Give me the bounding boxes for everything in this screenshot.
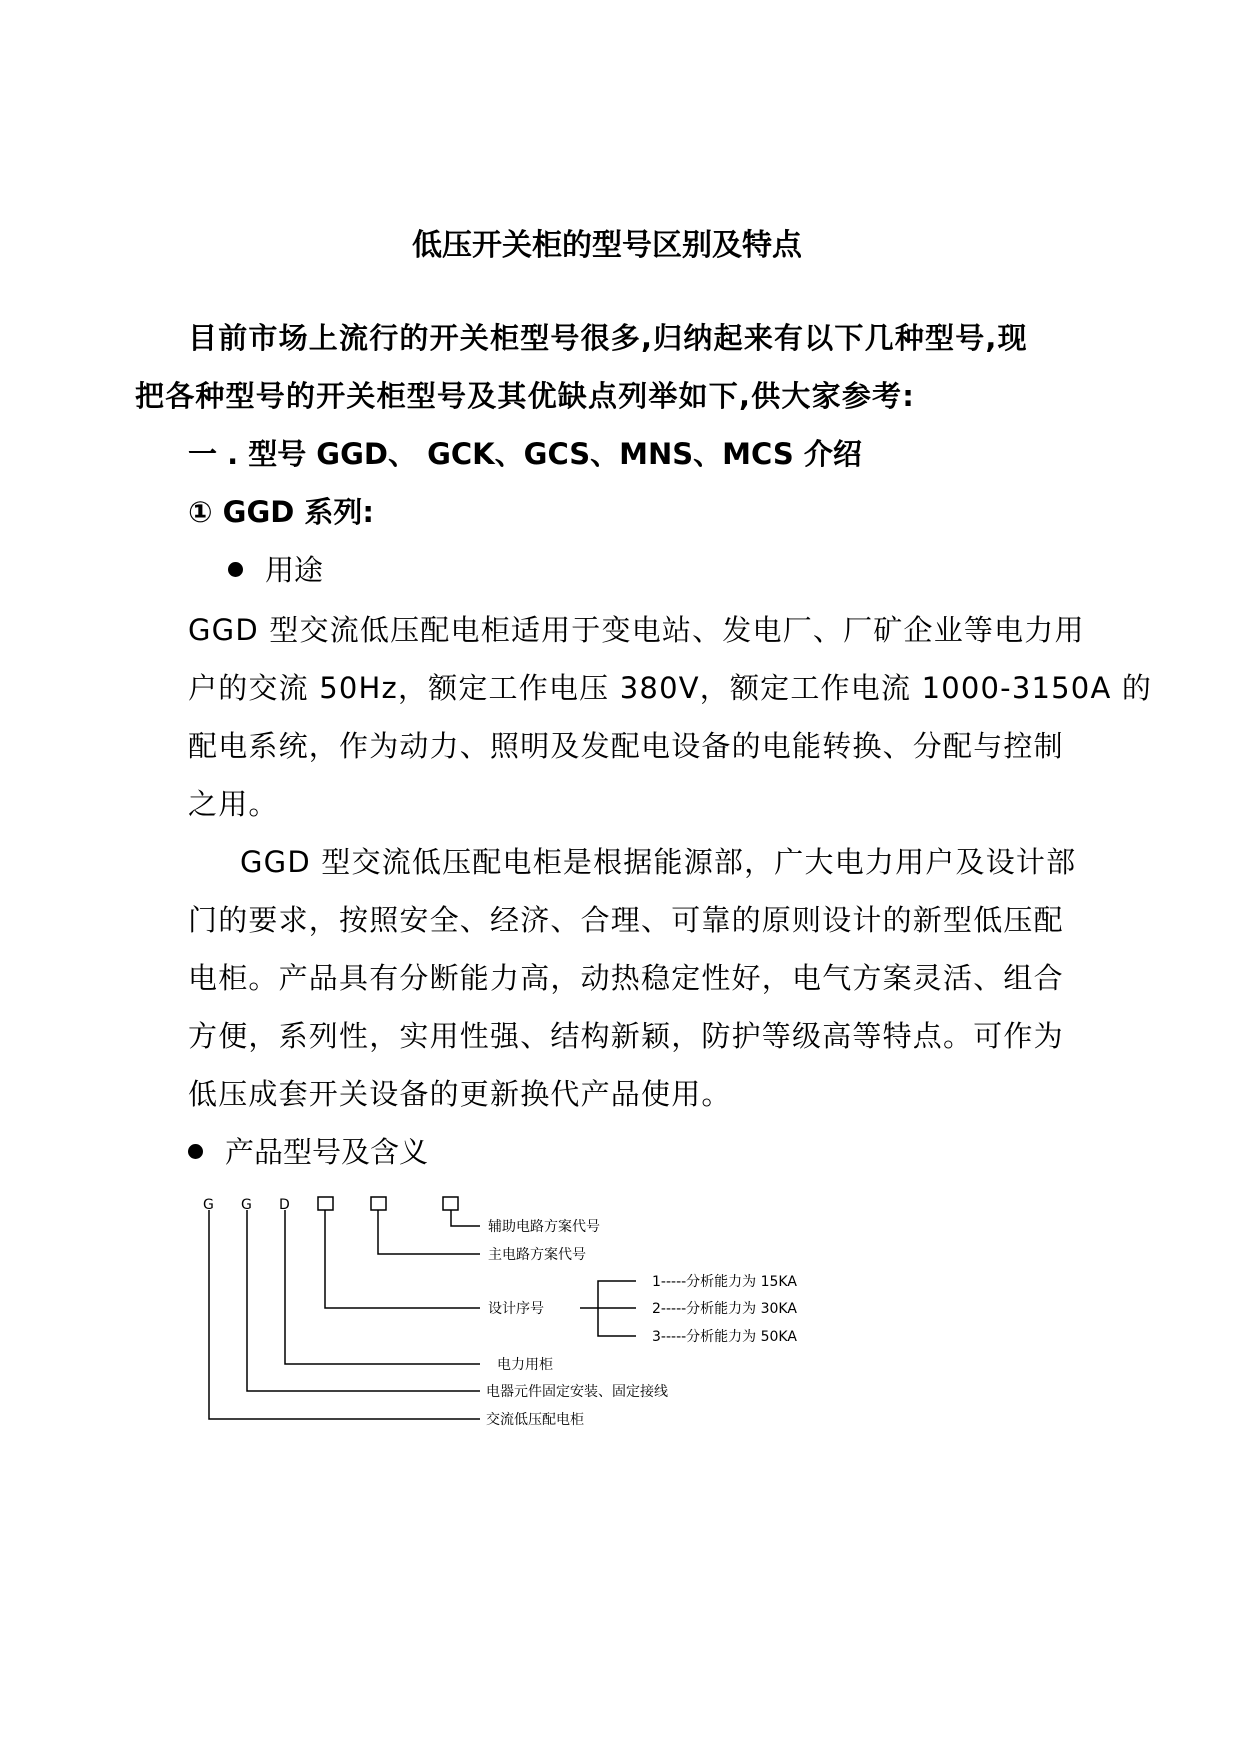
label-option-1: 1-----分析能力为 15KA [652,1274,797,1290]
label-fixed-install: 电器元件固定安装、固定接线 [486,1384,668,1400]
paragraph-line: GGD 型交流低压配电柜适用于变电站、发电厂、厂矿企业等电力用 [188,613,1085,647]
connector-line [451,1210,480,1226]
paragraph-line: 方便，系列性，实用性强、结构新颖，防护等级高等特点。可作为 [188,1019,1064,1053]
label-power-cabinet: 电力用柜 [497,1357,553,1373]
connector-line [378,1210,480,1254]
label-ac-lv-cabinet: 交流低压配电柜 [486,1412,584,1428]
usage-bullet-label: 用途 [265,553,324,587]
intro-line-2: 把各种型号的开关柜型号及其优缺点列举如下,供大家参考: [135,379,916,413]
label-main-circuit: 主电路方案代号 [488,1247,586,1263]
label-option-3: 3-----分析能力为 50KA [652,1329,797,1345]
paragraph-line: 电柜。产品具有分断能力高，动热稳定性好，电气方案灵活、组合 [188,961,1064,995]
label-design-no: 设计序号 [488,1301,544,1317]
paragraph-line: 门的要求，按照安全、经济、合理、可靠的原则设计的新型低压配 [188,903,1064,937]
code-box [318,1197,333,1210]
connector-line [285,1210,480,1364]
code-letter-g2: G [241,1197,252,1213]
code-letter-g1: G [203,1197,214,1213]
paragraph-line: 户的交流 50Hz，额定工作电压 380V，额定工作电流 1000-3150A 的 [188,671,1153,705]
paragraph-line: 配电系统，作为动力、照明及发配电设备的电能转换、分配与控制 [188,729,1064,763]
label-option-2: 2-----分析能力为 30KA [652,1301,797,1317]
code-box [443,1197,458,1210]
series-heading: ① GGD 系列: [188,495,375,529]
code-box [371,1197,386,1210]
connector-line [209,1210,480,1419]
page-title: 低压开关柜的型号区别及特点 [412,228,802,263]
paragraph-line: GGD 型交流低压配电柜是根据能源部，广大电力用户及设计部 [240,845,1077,879]
intro-line-1: 目前市场上流行的开关柜型号很多,归纳起来有以下几种型号,现 [188,321,1028,355]
section-heading: 一 . 型号 GGD、 GCK、GCS、MNS、MCS 介绍 [188,437,862,471]
model-bullet-label: 产品型号及含义 [225,1135,429,1169]
code-letter-d: D [279,1197,290,1213]
label-aux-circuit: 辅助电路方案代号 [488,1219,600,1235]
connector-line [325,1210,480,1308]
paragraph-line: 之用。 [188,787,279,821]
paragraph-line: 低压成套开关设备的更新换代产品使用。 [188,1077,732,1111]
